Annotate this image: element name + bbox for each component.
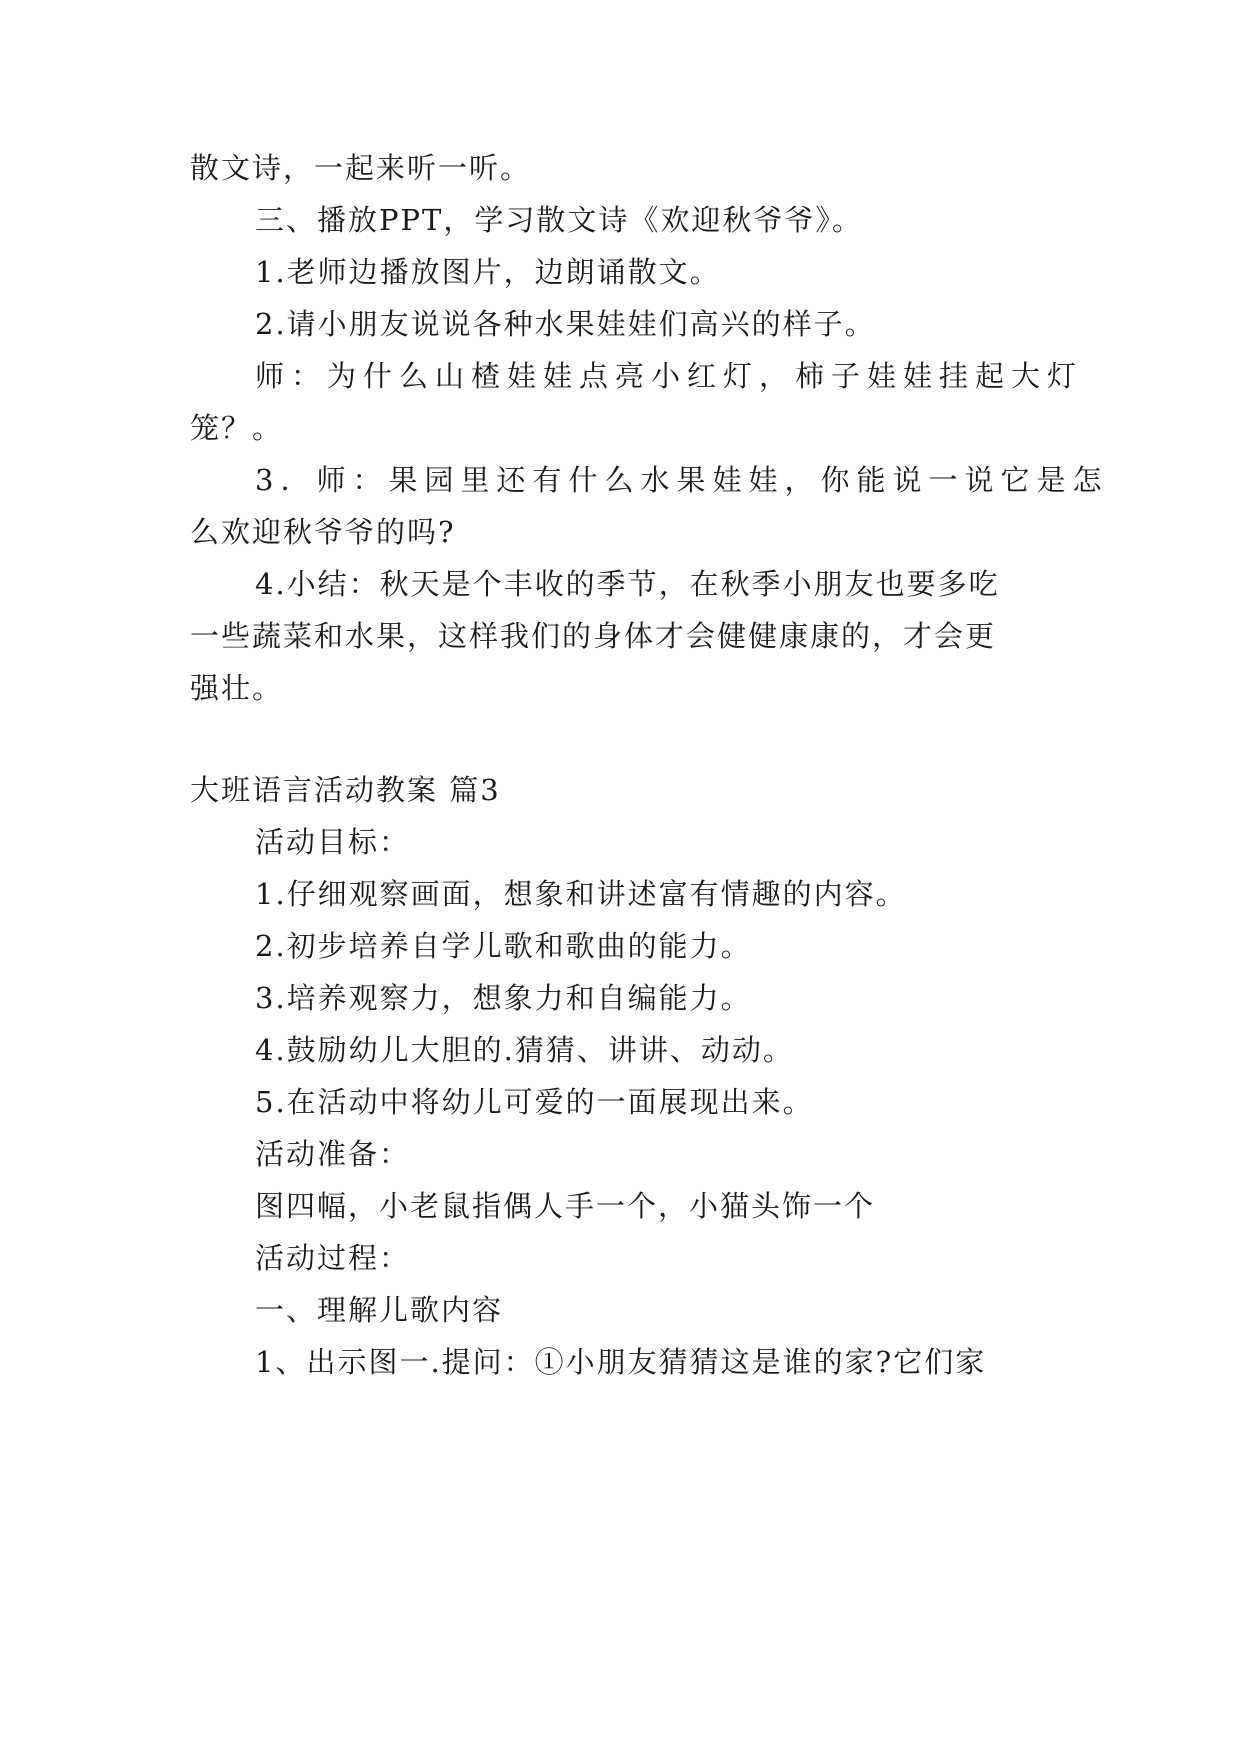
article-title: 大班语言活动教案 篇3 [190,773,501,807]
paragraph-line: 笼？。 [190,411,284,445]
list-item: 3.培养观察力，想象力和自编能力。 [255,981,752,1015]
paragraph-line: 师：为什么山楂娃娃点亮小红灯，柿子娃娃挂起大灯 [255,359,1084,393]
list-item: 2.请小朋友说说各种水果娃娃们高兴的样子。 [255,307,876,341]
list-item: 3．师：果园里还有什么水果娃娃，你能说一说它是怎 [255,463,1109,497]
list-item: 4.鼓励幼儿大胆的.猜猜、讲讲、动动。 [255,1033,794,1067]
paragraph-line: 一些蔬菜和水果，这样我们的身体才会健健康康的，才会更 [190,619,997,653]
paragraph-line: 图四幅，小老鼠指偶人手一个，小猫头饰一个 [255,1189,876,1223]
list-item: 5.在活动中将幼儿可爱的一面展现出来。 [255,1085,814,1119]
section-heading: 活动准备： [255,1137,411,1171]
section-heading: 一、理解儿歌内容 [255,1293,504,1327]
paragraph-line: 么欢迎秋爷爷的吗? [190,515,456,549]
paragraph-line: 强壮。 [190,671,284,705]
list-item: 4.小结：秋天是个丰收的季节，在秋季小朋友也要多吃 [255,567,1000,601]
list-item: 1、出示图一.提问：①小朋友猜猜这是谁的家?它们家 [255,1345,987,1379]
section-heading: 三、播放PPT，学习散文诗《欢迎秋爷爷》。 [255,203,863,237]
list-item: 1.仔细观察画面，想象和讲述富有情趣的内容。 [255,877,907,911]
list-item: 1.老师边播放图片，边朗诵散文。 [255,255,721,289]
list-item: 2.初步培养自学儿歌和歌曲的能力。 [255,929,752,963]
paragraph-line: 散文诗，一起来听一听。 [190,151,532,185]
section-heading: 活动目标： [255,825,411,859]
section-heading: 活动过程： [255,1241,411,1275]
